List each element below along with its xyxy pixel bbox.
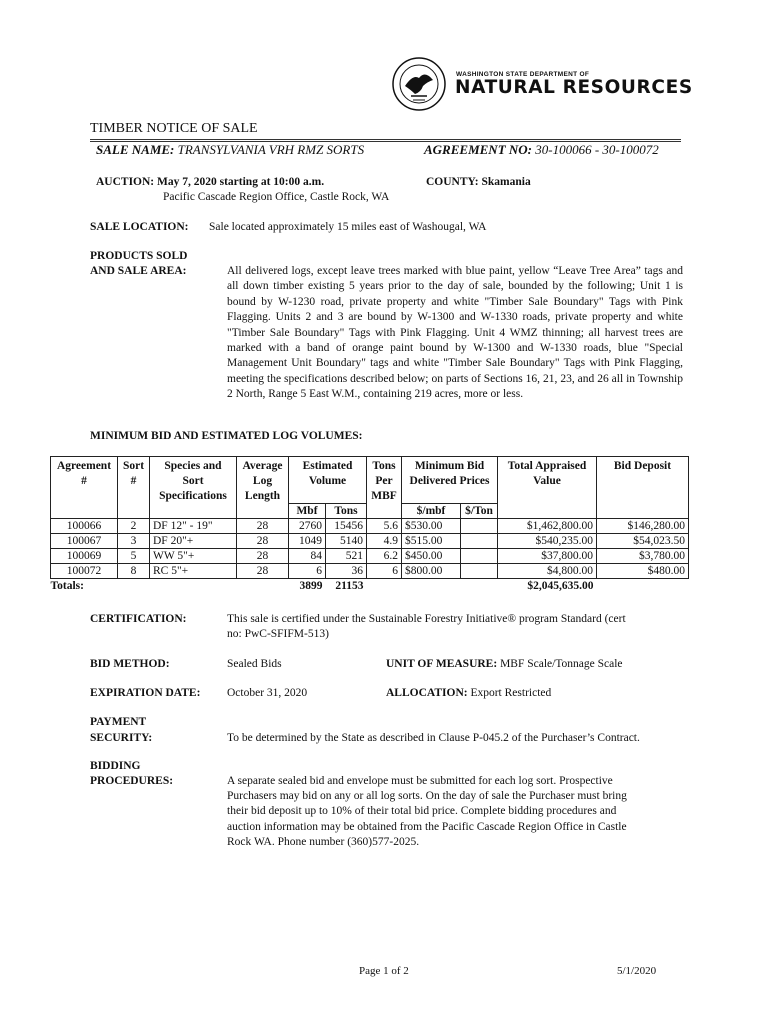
col-min-bid: Minimum Bid Delivered Prices [402,457,498,504]
dnr-seal-logo [391,56,447,112]
cell-sort: 2 [118,519,150,534]
col-tons-per: Tons Per MBF [367,457,402,519]
cell-mbf: 6 [289,564,326,579]
bid-method-label: BID METHOD: [90,658,170,670]
cell-tons-per: 6.2 [367,549,402,564]
cell-total: $540,235.00 [498,534,597,549]
col-est-volume: Estimated Volume [289,457,367,504]
sale-name-label: SALE NAME: [96,142,175,157]
cell-mbf: 1049 [289,534,326,549]
min-bid-heading: MINIMUM BID AND ESTIMATED LOG VOLUMES: [90,430,363,442]
cell-length: 28 [237,549,289,564]
bidding-line: auction information may be obtained from the Pacific Cascade Region Office in Castle [227,820,627,833]
bidding-label-2: PROCEDURES: [90,775,174,787]
cell-total: $37,800.00 [498,549,597,564]
sale-name: TRANSYLVANIA VRH RMZ SORTS [177,142,365,157]
allocation-line [386,686,551,701]
agency-line: WASHINGTON STATE DEPARTMENT OF [456,71,590,78]
agreement-line [424,142,659,158]
col-per-ton: $/Ton [461,504,498,519]
cert-text-2: no: PwC-SFIFM-513) [227,628,329,640]
cell-tons: 5140 [326,534,367,549]
payment-label-2: SECURITY: [90,732,153,744]
total-mbf: 3899 [299,580,323,592]
table-header-row [51,457,689,504]
cell-tons-per: 4.9 [367,534,402,549]
cell-total: $4,800.00 [498,564,597,579]
expiration-label: EXPIRATION DATE: [90,687,201,699]
cell-length: 28 [237,564,289,579]
sale-location-label: SALE LOCATION: [90,221,189,233]
cell-per-mbf: $450.00 [402,549,461,564]
products-label-2: AND SALE AREA: [90,265,187,277]
cell-per-ton [461,519,498,534]
allocation-value: Export Restricted [470,687,552,699]
county-label: COUNTY: [426,176,479,188]
agency-name: NATURAL RESOURCES [455,77,693,98]
cell-tons: 36 [326,564,367,579]
cell-species: DF 20"+ [150,534,237,549]
cell-deposit: $3,780.00 [597,549,689,564]
cell-agreement: 100069 [51,549,118,564]
bidding-line: Purchasers may bid on any or all log sorts. On the day of sale the Purchaser must bring [227,790,627,803]
auction-location: Pacific Cascade Region Office, Castle Rock, WA [163,191,390,203]
cell-sort: 5 [118,549,150,564]
bidding-line: their bid deposit up to 10% of their total bid price. Complete bidding procedures and [227,805,617,818]
total-value: $2,045,635.00 [527,580,594,592]
cell-per-mbf: $530.00 [402,519,461,534]
bidding-line: A separate sealed bid and envelope must be submitted for each log sort. Prospective [227,775,613,787]
products-label-1: PRODUCTS SOLD [90,250,188,262]
cell-agreement: 100066 [51,519,118,534]
uom-label: UNIT OF MEASURE: [386,658,498,670]
cell-species: DF 12" - 19" [150,519,237,534]
bid-method-value: Sealed Bids [227,658,282,670]
uom-line [386,657,623,672]
bidding-line: Rock WA. Phone number (360)577-2025. [227,835,420,848]
totals-row [51,579,689,594]
col-deposit: Bid Deposit [597,457,689,519]
col-per-mbf: $/mbf [402,504,461,519]
payment-value: To be determined by the State as described in Clause P-045.2 of the Purchaser’s Contract. [227,732,640,744]
county-line [426,175,531,190]
cell-sort: 3 [118,534,150,549]
page-title: TIMBER NOTICE OF SALE [90,121,258,136]
table-row [51,519,689,534]
cell-per-ton [461,549,498,564]
auction-line [96,175,324,190]
uom-value: MBF Scale/Tonnage Scale [500,658,623,670]
auction-label: AUCTION: [96,176,155,188]
cell-species: WW 5"+ [150,549,237,564]
cell-length: 28 [237,534,289,549]
cell-deposit: $54,023.50 [597,534,689,549]
cell-agreement: 100072 [51,564,118,579]
page-number: Page 1 of 2 [359,965,409,977]
payment-label-1: PAYMENT [90,716,147,728]
cell-mbf: 2760 [289,519,326,534]
col-species: Species and Sort Specifications [150,457,237,519]
cell-length: 28 [237,519,289,534]
agreement-label: AGREEMENT NO: [424,142,532,157]
cell-tons: 15456 [326,519,367,534]
cell-agreement: 100067 [51,534,118,549]
cell-per-ton [461,564,498,579]
total-tons: 21153 [335,580,364,592]
cell-species: RC 5"+ [150,564,237,579]
col-agreement: Agreement # [51,457,118,519]
cell-deposit: $480.00 [597,564,689,579]
cell-tons: 521 [326,549,367,564]
cell-tons-per: 6 [367,564,402,579]
table-row [51,534,689,549]
totals-label: Totals: [50,580,84,592]
cell-per-mbf: $800.00 [402,564,461,579]
log-volume-table [50,456,689,593]
cell-total: $1,462,800.00 [498,519,597,534]
sale-name-line [96,142,364,158]
bidding-text [227,774,627,850]
cell-per-ton [461,534,498,549]
allocation-label: ALLOCATION: [386,687,468,699]
title-rule [90,139,681,140]
cert-text-1: This sale is certified under the Sustainable Forestry Initiative® program Standard (cert [227,613,626,625]
sale-location-value: Sale located approximately 15 miles east of Washougal, WA [209,221,487,233]
auction-value: May 7, 2020 starting at 10:00 a.m. [157,176,325,188]
cert-label: CERTIFICATION: [90,613,187,625]
table-row [51,564,689,579]
col-sort: Sort # [118,457,150,519]
col-avg-log: Average Log Length [237,457,289,519]
cell-mbf: 84 [289,549,326,564]
col-total: Total Appraised Value [498,457,597,519]
bidding-label-1: BIDDING [90,760,141,772]
expiration-value: October 31, 2020 [227,687,308,699]
table-row [51,549,689,564]
col-tons: Tons [326,504,367,519]
agreement-no: 30-100066 - 30-100072 [535,142,659,157]
cell-sort: 8 [118,564,150,579]
cell-tons-per: 5.6 [367,519,402,534]
footer-date: 5/1/2020 [617,965,657,977]
cell-per-mbf: $515.00 [402,534,461,549]
col-mbf: Mbf [289,504,326,519]
products-text: All delivered logs, except leave trees marked with blue paint, yellow “Leave Tree Area” tags and all down timber existing 5 years prior to the day of sale, bounded by the following; Unit 1 is bound by W-1230 road, private property and white "Timber Sale Boundary" Tags with Pink Flagging. Units 2 and 3 are bound by W-1300 and W-1330 roads, private property and white "Timber Sale Boundary" Tags with Pink Flagging. Unit 4 WMZ thinning; all harvest trees are marked with a band of orange paint bound by W-1300 and W-1330 roads, blue "Special Management Unit Boundary" tags and white "Timber Sale Boundary" Tags with Pink Flagging, meeting the specifications described below; on parts of Sections 16, 21, 23, and 26 all in Township 2 North, Range 5 East W.M., containing 219 acres, more or less. [227,265,683,401]
cell-deposit: $146,280.00 [597,519,689,534]
county-value: Skamania [481,176,531,188]
